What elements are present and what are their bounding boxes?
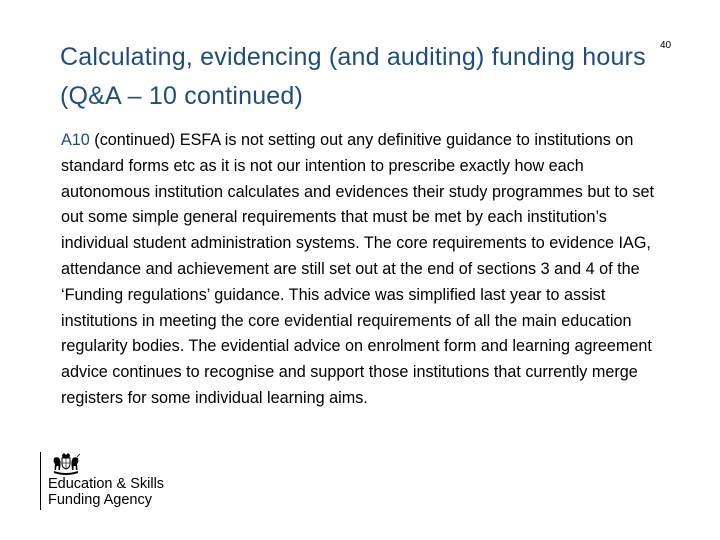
slide-title: Calculating, evidencing (and auditing) funding hours (Q&A – 10 continued) [60, 43, 646, 110]
logo-divider [40, 452, 41, 510]
logo-text-line-2: Funding Agency [48, 492, 152, 508]
answer-code: A10 [61, 131, 90, 149]
esfa-logo [40, 452, 200, 512]
logo-text-line-1: Education & Skills [48, 476, 165, 492]
royal-coat-of-arms-icon [48, 452, 84, 476]
slide-number: 40 [660, 40, 672, 51]
answer-text: (continued) ESFA is not setting out any definitive guidance to institutions on standard forms etc as it is not our intention to prescribe exactly how each autonomous institution calculates and evidences their study programmes but to set out some simple general requirements that must be met by each institution’s individual student administration systems. The core requirements to evidence IAG, attendance and achievement are still set out at the end of sections 3 and 4 of the ‘Funding regulations’ guidance. This advice was simplified last year to assist institutions in meeting the core evidential requirements of all the main education regularity bodies. The evidential advice on enrolment form and learning agreement advice continues to recognise and support those institutions that currently merge registers for some individual learning aims. [61, 131, 654, 407]
answer-paragraph [61, 128, 673, 412]
